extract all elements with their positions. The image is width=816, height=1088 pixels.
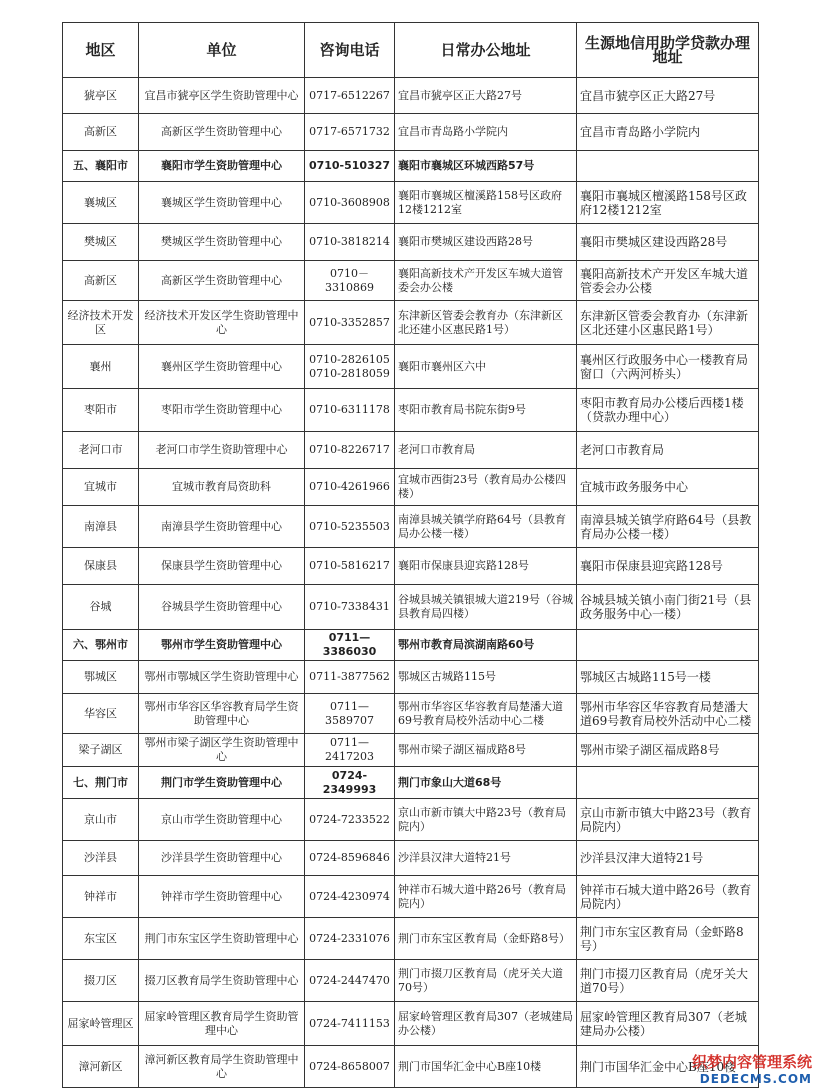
loan-address-cell [577, 630, 759, 661]
unit-cell: 枣阳市学生资助管理中心 [139, 389, 305, 432]
office-address-cell: 荆门市掇刀区教育局（虎牙关大道70号） [395, 960, 577, 1002]
unit-cell: 鄂州市华容区华容教育局学生资助管理中心 [139, 694, 305, 734]
region-cell: 东宝区 [63, 918, 139, 960]
region-cell: 屈家岭管理区 [63, 1002, 139, 1046]
phone-cell: 0711—3386030 [305, 630, 395, 661]
region-cell: 钟祥市 [63, 876, 139, 918]
city-row [63, 767, 759, 799]
table-row [63, 918, 759, 960]
office-address-cell: 京山市新市镇大中路23号（教育局院内） [395, 799, 577, 841]
aid-office-table [62, 22, 759, 1088]
loan-address-cell: 荆门市掇刀区教育局（虎牙关大道70号） [577, 960, 759, 1002]
unit-cell: 钟祥市学生资助管理中心 [139, 876, 305, 918]
header-loan-address: 生源地信用助学贷款办理地址 [577, 23, 759, 78]
table-row [63, 114, 759, 151]
unit-cell: 鄂州市梁子湖区学生资助管理中心 [139, 734, 305, 767]
phone-cell: 0710-3818214 [305, 224, 395, 261]
office-address-cell: 老河口市教育局 [395, 432, 577, 469]
table-row [63, 841, 759, 876]
region-cell: 猇亭区 [63, 78, 139, 114]
office-address-cell: 鄂州市教育局滨湖南路60号 [395, 630, 577, 661]
table-row [63, 182, 759, 224]
table-row [63, 224, 759, 261]
office-address-cell: 襄阳高新技术产开发区车城大道管委会办公楼 [395, 261, 577, 301]
phone-cell: 0724-7411153 [305, 1002, 395, 1046]
phone-cell: 0717-6512267 [305, 78, 395, 114]
loan-address-cell: 东津新区管委会教育办（东津新区北还建小区惠民路1号） [577, 301, 759, 345]
table-row [63, 799, 759, 841]
table-row [63, 78, 759, 114]
region-cell: 京山市 [63, 799, 139, 841]
watermark-en-text: DEDECMS.COM [699, 1072, 812, 1086]
loan-address-cell: 襄阳高新技术产开发区车城大道管委会办公楼 [577, 261, 759, 301]
loan-address-cell: 京山市新市镇大中路23号（教育局院内） [577, 799, 759, 841]
office-address-cell: 襄阳市襄州区六中 [395, 345, 577, 389]
loan-address-cell: 南漳县城关镇学府路64号（县教育局办公楼一楼） [577, 506, 759, 548]
site-watermark [692, 1051, 812, 1086]
region-cell: 樊城区 [63, 224, 139, 261]
unit-cell: 京山市学生资助管理中心 [139, 799, 305, 841]
phone-cell: 0710－3310869 [305, 261, 395, 301]
loan-address-cell: 鄂州市梁子湖区福成路8号 [577, 734, 759, 767]
header-phone: 咨询电话 [305, 23, 395, 78]
phone-cell: 0724-4230974 [305, 876, 395, 918]
loan-address-cell: 宜昌市青岛路小学院内 [577, 114, 759, 151]
loan-address-cell: 谷城县城关镇小南门街21号（县政务服务中心一楼） [577, 585, 759, 630]
region-cell: 襄城区 [63, 182, 139, 224]
unit-cell: 高新区学生资助管理中心 [139, 114, 305, 151]
phone-cell: 0710-7338431 [305, 585, 395, 630]
office-address-cell: 钟祥市石城大道中路26号（教育局院内） [395, 876, 577, 918]
phone-cell: 0710-510327 [305, 151, 395, 182]
region-cell: 宜城市 [63, 469, 139, 506]
office-address-cell: 襄阳市保康县迎宾路128号 [395, 548, 577, 585]
table-row [63, 876, 759, 918]
unit-cell: 鄂州市学生资助管理中心 [139, 630, 305, 661]
loan-address-cell: 荆门市国华汇金中心B座10楼 [577, 1046, 759, 1088]
table-row [63, 960, 759, 1002]
phone-cell: 0717-6571732 [305, 114, 395, 151]
loan-address-cell [577, 767, 759, 799]
table-row [63, 469, 759, 506]
unit-cell: 谷城县学生资助管理中心 [139, 585, 305, 630]
phone-cell: 0711-3877562 [305, 661, 395, 694]
region-cell: 南漳县 [63, 506, 139, 548]
table-row [63, 345, 759, 389]
loan-address-cell: 钟祥市石城大道中路26号（教育局院内） [577, 876, 759, 918]
phone-cell: 0710-8226717 [305, 432, 395, 469]
phone-cell: 0710-5235503 [305, 506, 395, 548]
office-address-cell: 宜昌市猇亭区正大路27号 [395, 78, 577, 114]
unit-cell: 荆门市学生资助管理中心 [139, 767, 305, 799]
phone-cell: 0710-3352857 [305, 301, 395, 345]
region-cell: 老河口市 [63, 432, 139, 469]
table-row [63, 548, 759, 585]
loan-address-cell: 襄州区行政服务中心一楼教育局窗口（六两河桥头） [577, 345, 759, 389]
region-cell: 枣阳市 [63, 389, 139, 432]
table-row [63, 506, 759, 548]
table-row [63, 389, 759, 432]
header-office-address: 日常办公地址 [395, 23, 577, 78]
loan-address-cell: 襄阳市襄城区檀溪路158号区政府12楼1212室 [577, 182, 759, 224]
phone-cell: 0724-8596846 [305, 841, 395, 876]
unit-cell: 沙洋县学生资助管理中心 [139, 841, 305, 876]
office-address-cell: 襄阳市樊城区建设西路28号 [395, 224, 577, 261]
region-cell: 华容区 [63, 694, 139, 734]
phone-cell: 0724-2349993 [305, 767, 395, 799]
region-cell: 掇刀区 [63, 960, 139, 1002]
loan-address-cell: 宜城市政务服务中心 [577, 469, 759, 506]
region-cell: 六、鄂州市 [63, 630, 139, 661]
region-cell: 沙洋县 [63, 841, 139, 876]
loan-address-cell [577, 151, 759, 182]
region-cell: 襄州 [63, 345, 139, 389]
loan-address-cell: 襄阳市保康县迎宾路128号 [577, 548, 759, 585]
loan-address-cell: 鄂城区古城路115号一楼 [577, 661, 759, 694]
phone-cell: 0724-2447470 [305, 960, 395, 1002]
loan-address-cell: 老河口市教育局 [577, 432, 759, 469]
table-row [63, 1046, 759, 1088]
phone-cell: 0710-5816217 [305, 548, 395, 585]
unit-cell: 屈家岭管理区教育局学生资助管理中心 [139, 1002, 305, 1046]
table-row [63, 301, 759, 345]
phone-cell: 0710-3608908 [305, 182, 395, 224]
office-address-cell: 沙洋县汉津大道特21号 [395, 841, 577, 876]
unit-cell: 漳河新区教育局学生资助管理中心 [139, 1046, 305, 1088]
office-address-cell: 襄阳市襄城区檀溪路158号区政府12楼1212室 [395, 182, 577, 224]
loan-address-cell: 襄阳市樊城区建设西路28号 [577, 224, 759, 261]
phone-cell: 0711—2417203 [305, 734, 395, 767]
phone-cell: 0724-8658007 [305, 1046, 395, 1088]
unit-cell: 老河口市学生资助管理中心 [139, 432, 305, 469]
region-cell: 高新区 [63, 261, 139, 301]
phone-cell: 0724-7233522 [305, 799, 395, 841]
office-address-cell: 鄂城区古城路115号 [395, 661, 577, 694]
office-address-cell: 荆门市国华汇金中心B座10楼 [395, 1046, 577, 1088]
unit-cell: 宜昌市猇亭区学生资助管理中心 [139, 78, 305, 114]
region-cell: 梁子湖区 [63, 734, 139, 767]
office-address-cell: 鄂州市华容区华容教育局楚潘大道69号教育局校外活动中心二楼 [395, 694, 577, 734]
region-cell: 保康县 [63, 548, 139, 585]
unit-cell: 宜城市教育局资助科 [139, 469, 305, 506]
unit-cell: 襄州区学生资助管理中心 [139, 345, 305, 389]
unit-cell: 经济技术开发区学生资助管理中心 [139, 301, 305, 345]
office-address-cell: 襄阳市襄城区环城西路57号 [395, 151, 577, 182]
region-cell: 谷城 [63, 585, 139, 630]
office-address-cell: 谷城县城关镇银城大道219号（谷城县教育局四楼） [395, 585, 577, 630]
header-unit: 单位 [139, 23, 305, 78]
office-address-cell: 宜城市西街23号（教育局办公楼四楼） [395, 469, 577, 506]
region-cell: 经济技术开发区 [63, 301, 139, 345]
office-address-cell: 枣阳市教育局书院东街9号 [395, 389, 577, 432]
table-row [63, 432, 759, 469]
city-row [63, 630, 759, 661]
region-cell: 高新区 [63, 114, 139, 151]
region-cell: 鄂城区 [63, 661, 139, 694]
unit-cell: 樊城区学生资助管理中心 [139, 224, 305, 261]
region-cell: 五、襄阳市 [63, 151, 139, 182]
phone-cell: 0724-2331076 [305, 918, 395, 960]
phone-cell: 0710-4261966 [305, 469, 395, 506]
office-address-cell: 荆门市象山大道68号 [395, 767, 577, 799]
office-address-cell: 荆门市东宝区教育局（金虾路8号） [395, 918, 577, 960]
aid-office-table-sheet [62, 22, 758, 1088]
unit-cell: 保康县学生资助管理中心 [139, 548, 305, 585]
loan-address-cell: 鄂州市华容区华容教育局楚潘大道69号教育局校外活动中心二楼 [577, 694, 759, 734]
unit-cell: 荆门市东宝区学生资助管理中心 [139, 918, 305, 960]
unit-cell: 掇刀区教育局学生资助管理中心 [139, 960, 305, 1002]
phone-cell: 0710-6311178 [305, 389, 395, 432]
table-row [63, 661, 759, 694]
loan-address-cell: 宜昌市猇亭区正大路27号 [577, 78, 759, 114]
watermark-cn-text: 织梦内容管理系统 [691, 1053, 812, 1071]
unit-cell: 襄阳市学生资助管理中心 [139, 151, 305, 182]
table-row [63, 694, 759, 734]
office-address-cell: 宜昌市青岛路小学院内 [395, 114, 577, 151]
office-address-cell: 南漳县城关镇学府路64号（县教育局办公楼一楼） [395, 506, 577, 548]
office-address-cell: 东津新区管委会教育办（东津新区北还建小区惠民路1号） [395, 301, 577, 345]
table-row [63, 261, 759, 301]
phone-cell: 0711—3589707 [305, 694, 395, 734]
loan-address-cell: 沙洋县汉津大道特21号 [577, 841, 759, 876]
table-row [63, 1002, 759, 1046]
table-header-row [63, 23, 759, 78]
unit-cell: 襄城区学生资助管理中心 [139, 182, 305, 224]
unit-cell: 鄂州市鄂城区学生资助管理中心 [139, 661, 305, 694]
header-region: 地区 [63, 23, 139, 78]
city-row [63, 151, 759, 182]
loan-address-cell: 荆门市东宝区教育局（金虾路8号） [577, 918, 759, 960]
office-address-cell: 屈家岭管理区教育局307（老城建局办公楼） [395, 1002, 577, 1046]
unit-cell: 南漳县学生资助管理中心 [139, 506, 305, 548]
region-cell: 七、荆门市 [63, 767, 139, 799]
office-address-cell: 鄂州市梁子湖区福成路8号 [395, 734, 577, 767]
phone-cell: 0710-2826105 0710-2818059 [305, 345, 395, 389]
loan-address-cell: 屈家岭管理区教育局307（老城建局办公楼） [577, 1002, 759, 1046]
table-row [63, 734, 759, 767]
region-cell: 漳河新区 [63, 1046, 139, 1088]
unit-cell: 高新区学生资助管理中心 [139, 261, 305, 301]
table-body [63, 78, 759, 1088]
table-row [63, 585, 759, 630]
loan-address-cell: 枣阳市教育局办公楼后西楼1楼（贷款办理中心） [577, 389, 759, 432]
